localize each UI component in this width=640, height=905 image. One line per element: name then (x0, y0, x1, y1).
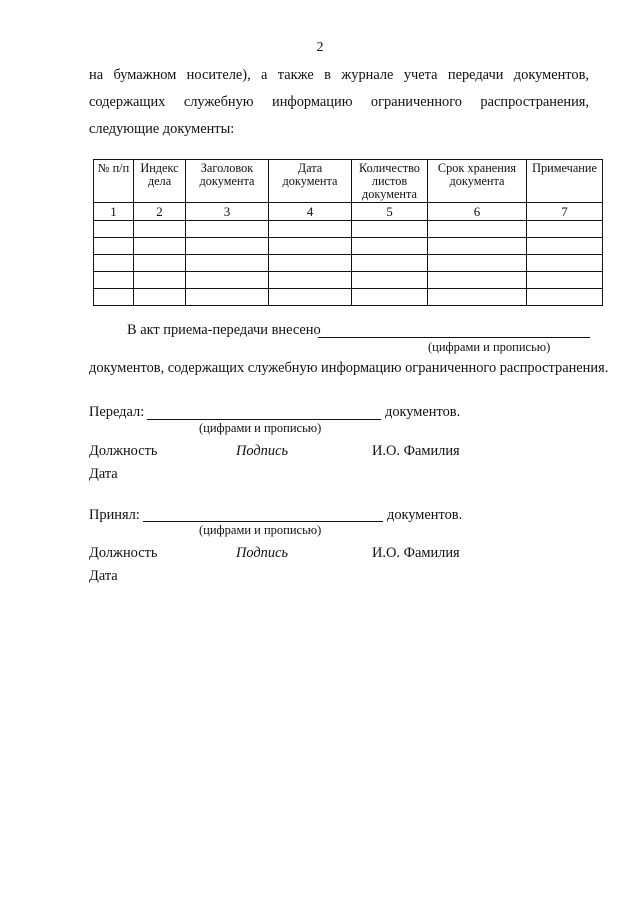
header-cell-sheets: Количество листов документа (352, 160, 428, 203)
receive-count-line[interactable] (143, 521, 383, 522)
transfer-signature: Подпись (236, 443, 289, 459)
table-cell[interactable] (94, 221, 134, 238)
table-cell[interactable] (352, 238, 428, 255)
numbering-cell: 7 (527, 203, 603, 221)
table-cell[interactable] (269, 289, 352, 306)
table-cell[interactable] (352, 272, 428, 289)
numbering-cell: 4 (269, 203, 352, 221)
table-cell[interactable] (527, 221, 603, 238)
transfer-label: Передал: (89, 404, 145, 420)
table-row (94, 272, 603, 289)
transfer-date: Дата (89, 466, 118, 482)
table-cell[interactable] (352, 221, 428, 238)
table-header-row (94, 160, 603, 203)
transfer-suffix: документов. (385, 404, 461, 420)
table-cell[interactable] (428, 289, 527, 306)
transfer-hint: (цифрами и прописью) (199, 421, 322, 435)
numbering-cell: 2 (134, 203, 186, 221)
table-cell[interactable] (186, 289, 269, 306)
header-cell-title: Заголовок документа (186, 160, 269, 203)
table-cell[interactable] (428, 221, 527, 238)
table-row (94, 255, 603, 272)
receive-hint: (цифрами и прописью) (199, 523, 322, 537)
numbering-cell: 5 (352, 203, 428, 221)
table-empty-rows (94, 221, 603, 306)
table-row (94, 221, 603, 238)
intro-paragraph: на бумажном носителе), а также в журнале учета передачи документов, содержащих служебную информацию ограниченного распространения, следующие документы: (89, 67, 589, 137)
table-cell[interactable] (186, 255, 269, 272)
table-cell[interactable] (527, 272, 603, 289)
transfer-count-line[interactable] (147, 419, 381, 420)
table-cell[interactable] (94, 255, 134, 272)
table-numbering-row (94, 203, 603, 221)
act-hint: (цифрами и прописью) (428, 340, 551, 354)
transfer-name: И.О. Фамилия (372, 443, 460, 459)
act-label: В акт приема-передачи внесено (127, 322, 321, 338)
transfer-position: Должность (89, 443, 158, 459)
table-cell[interactable] (527, 255, 603, 272)
page-number: 2 (316, 40, 324, 55)
header-cell-note: Примечание (527, 160, 603, 203)
header-cell-number: № п/п (94, 160, 134, 203)
receive-suffix: документов. (387, 507, 463, 523)
numbering-cell: 1 (94, 203, 134, 221)
act-continuation: документов, содержащих служебную информацию ограниченного распространения. (89, 360, 609, 376)
table-cell[interactable] (94, 289, 134, 306)
table-cell[interactable] (352, 255, 428, 272)
header-cell-date: Дата документа (269, 160, 352, 203)
table-cell[interactable] (352, 289, 428, 306)
table-row (94, 238, 603, 255)
receive-position: Должность (89, 545, 158, 561)
table-cell[interactable] (428, 238, 527, 255)
table-cell[interactable] (269, 255, 352, 272)
table-cell[interactable] (134, 255, 186, 272)
act-count-line[interactable] (318, 337, 590, 338)
numbering-cell: 6 (428, 203, 527, 221)
table-cell[interactable] (134, 272, 186, 289)
receive-name: И.О. Фамилия (372, 545, 460, 561)
table-cell[interactable] (269, 272, 352, 289)
table-cell[interactable] (186, 272, 269, 289)
table-cell[interactable] (94, 238, 134, 255)
numbering-cell: 3 (186, 203, 269, 221)
table-cell[interactable] (134, 221, 186, 238)
table-cell[interactable] (428, 255, 527, 272)
table-cell[interactable] (269, 238, 352, 255)
header-cell-index: Индекс дела (134, 160, 186, 203)
table-cell[interactable] (186, 238, 269, 255)
header-cell-retention: Срок хранения документа (428, 160, 527, 203)
table-cell[interactable] (134, 238, 186, 255)
table-cell[interactable] (527, 289, 603, 306)
table-cell[interactable] (186, 221, 269, 238)
table-row (94, 289, 603, 306)
table-cell[interactable] (269, 221, 352, 238)
receive-date: Дата (89, 568, 118, 584)
table-cell[interactable] (428, 272, 527, 289)
table-cell[interactable] (527, 238, 603, 255)
receive-label: Принял: (89, 507, 140, 523)
table-cell[interactable] (134, 289, 186, 306)
receive-signature: Подпись (236, 545, 289, 561)
table-cell[interactable] (94, 272, 134, 289)
documents-table (93, 159, 603, 306)
